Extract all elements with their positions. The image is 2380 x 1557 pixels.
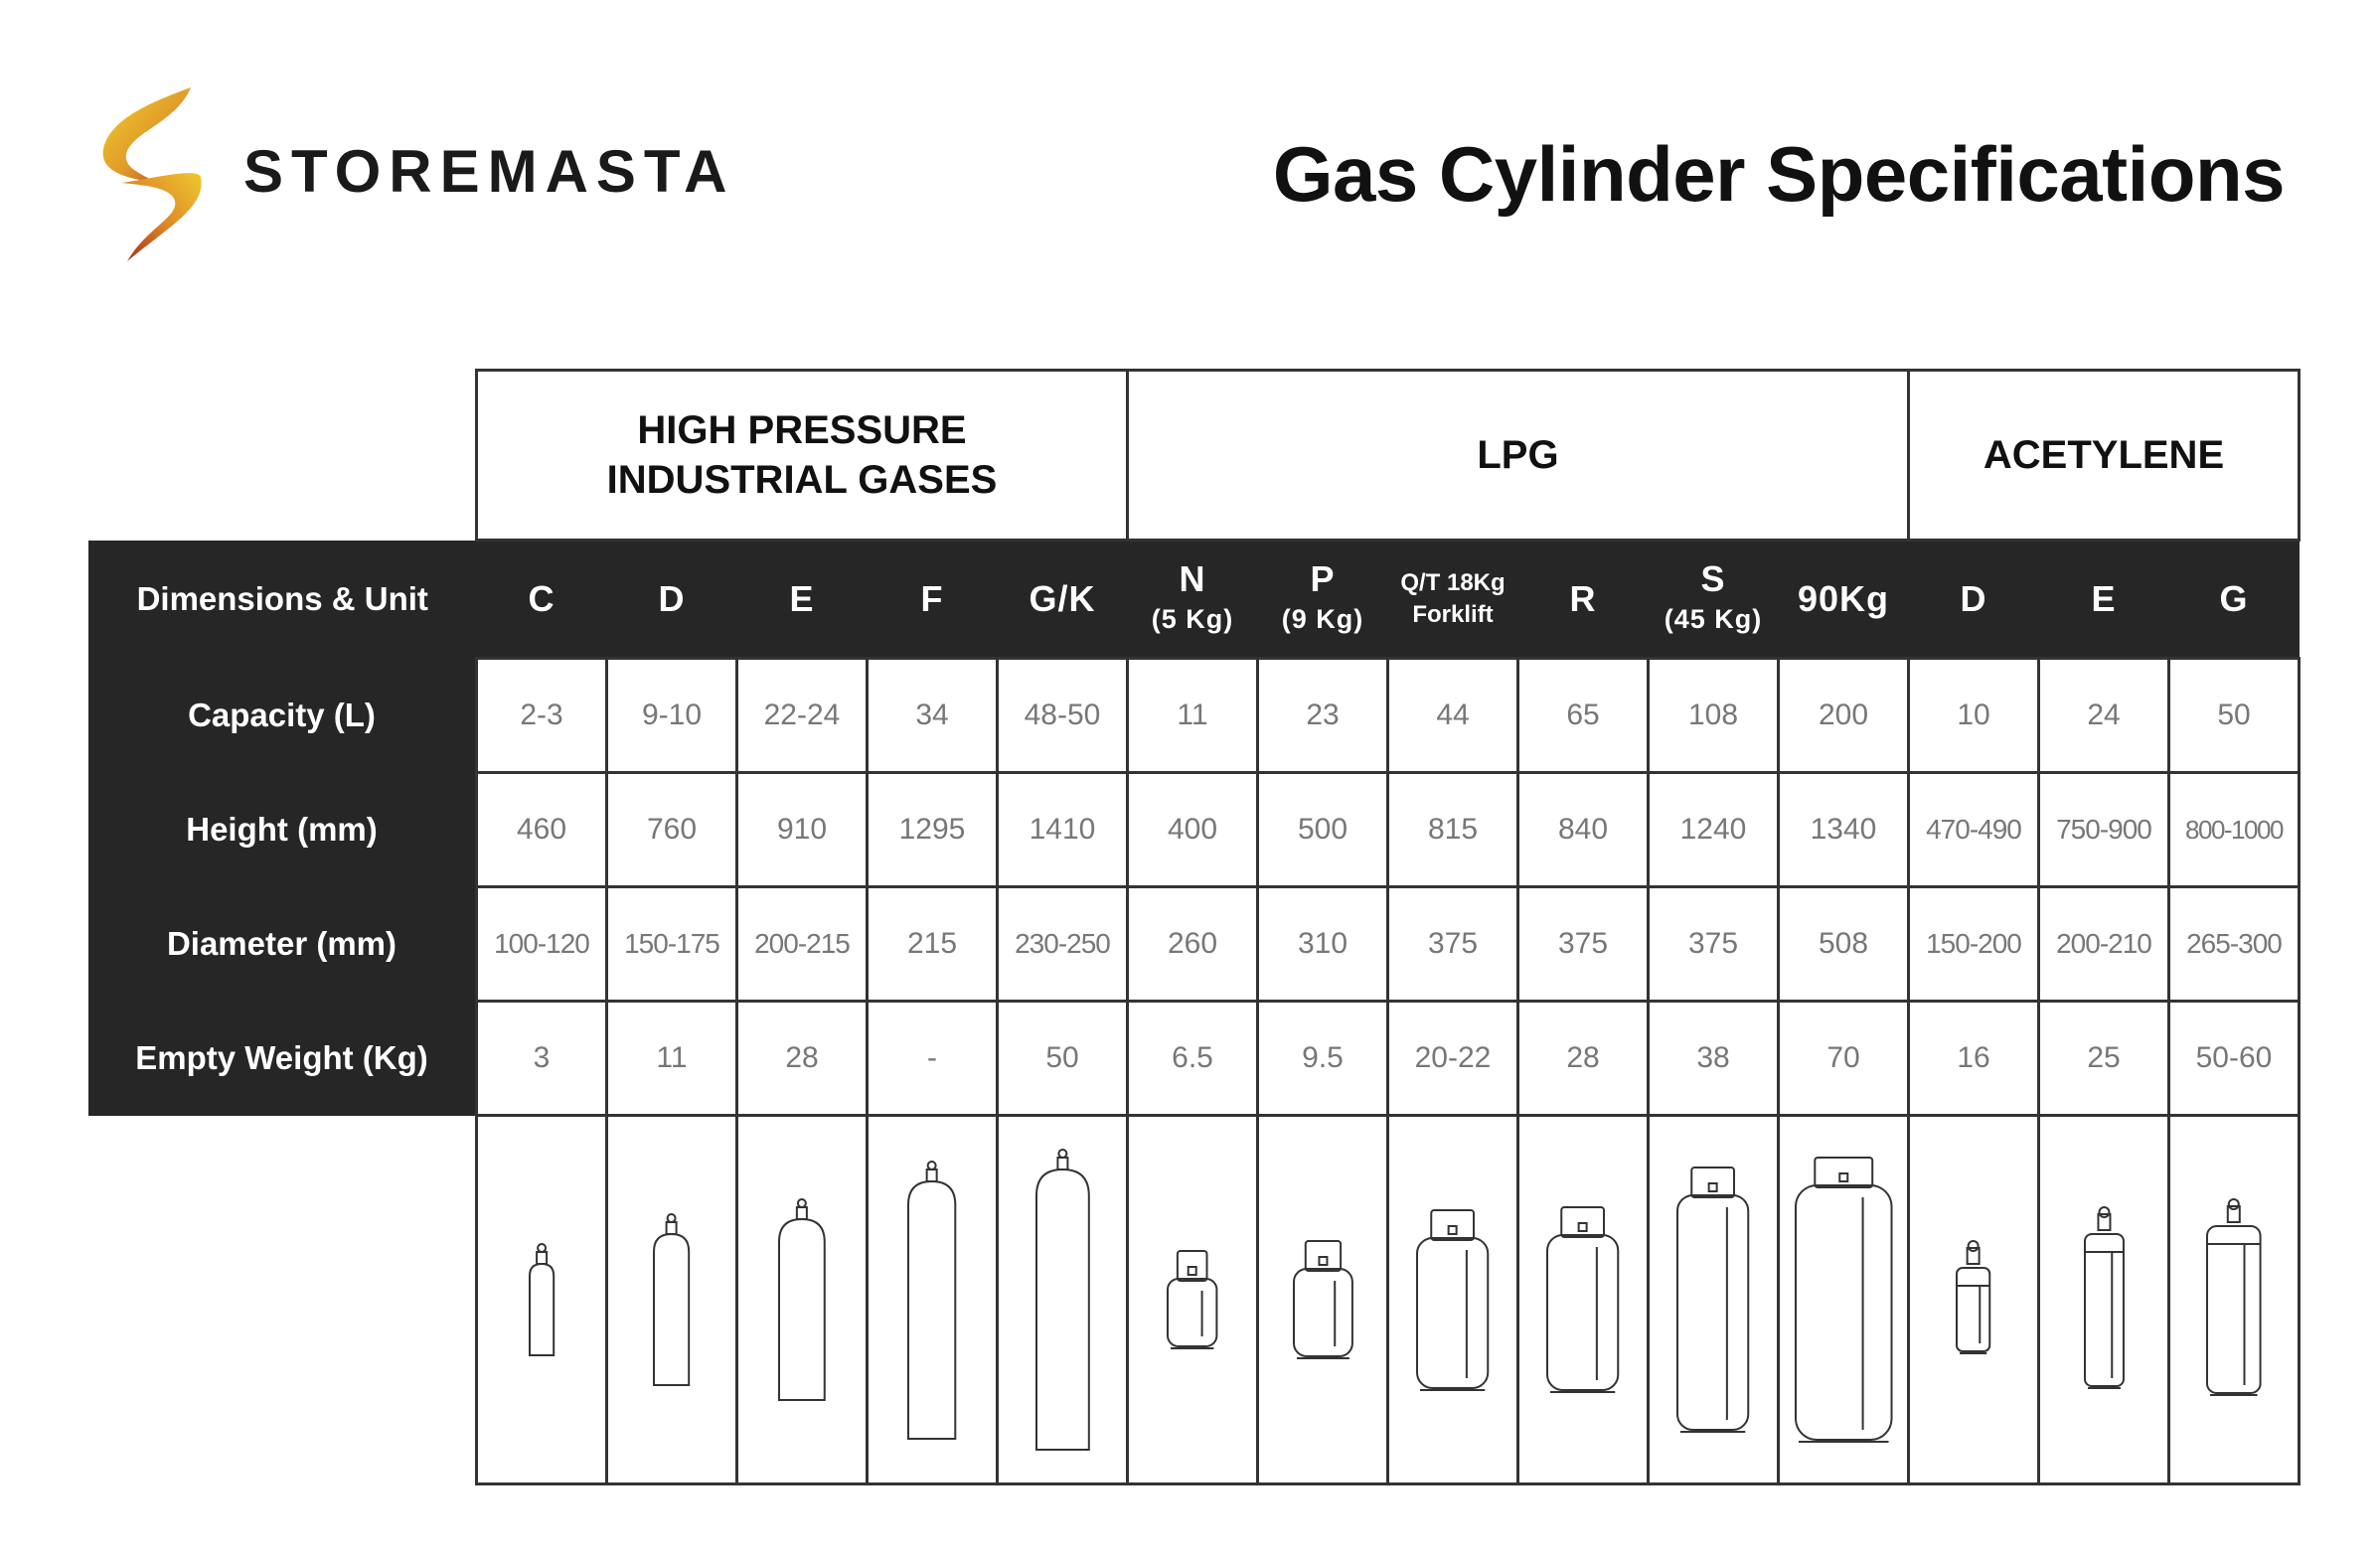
value-cell: 100-120 — [477, 887, 607, 1002]
group-header-1: LPG — [1128, 371, 1909, 541]
value-cell: 815 — [1388, 773, 1518, 887]
value-cell: 50-60 — [2169, 1002, 2300, 1116]
column-name: C — [528, 578, 555, 619]
lpg-cylinder-icon — [1414, 1204, 1491, 1396]
column-header — [1909, 541, 2039, 659]
value-cell: 1340 — [1779, 773, 1909, 887]
value-cell: 215 — [868, 887, 998, 1002]
column-name: E — [2091, 578, 2117, 619]
column-name: G/K — [1029, 578, 1096, 619]
cylinder-cell — [2169, 1116, 2300, 1484]
column-name: G — [2219, 578, 2249, 619]
value-cell: 375 — [1388, 887, 1518, 1002]
cylinder-cell — [1388, 1116, 1518, 1484]
value-cell: 70 — [1779, 1002, 1909, 1116]
value-cell: 500 — [1258, 773, 1388, 887]
value-cell: 470-490 — [1909, 773, 2039, 887]
column-header — [607, 541, 737, 659]
lpg-cylinder-icon — [1291, 1235, 1355, 1364]
cylinder-cell — [998, 1116, 1128, 1484]
lpg-cylinder-icon — [1165, 1245, 1219, 1354]
value-cell: 310 — [1258, 887, 1388, 1002]
tall-cylinder-icon — [651, 1212, 692, 1387]
column-header — [868, 541, 998, 659]
value-cell: 800-1000 — [2169, 773, 2300, 887]
acetylene-cylinder-icon — [1954, 1240, 1992, 1359]
group-header-2: ACETYLENE — [1909, 371, 2300, 541]
value-cell: 23 — [1258, 659, 1388, 773]
column-name: S — [1700, 558, 1726, 599]
column-name: F — [920, 578, 944, 619]
cylinder-cell — [477, 1116, 607, 1484]
value-cell: 20-22 — [1388, 1002, 1518, 1116]
blank-corner — [88, 371, 477, 541]
spec-row — [88, 1002, 2300, 1116]
column-header — [1388, 541, 1518, 659]
cylinder-cell — [1779, 1116, 1909, 1484]
value-cell: 375 — [1518, 887, 1649, 1002]
value-cell: 22-24 — [737, 659, 868, 773]
brand-name: STOREMASTA — [243, 138, 735, 205]
value-cell: 840 — [1518, 773, 1649, 887]
value-cell: 375 — [1649, 887, 1779, 1002]
value-cell: 48-50 — [998, 659, 1128, 773]
column-header — [998, 541, 1128, 659]
flame-s-logo-icon — [99, 87, 211, 261]
spec-table — [88, 369, 2301, 1485]
cylinder-cell — [1258, 1116, 1388, 1484]
value-cell: 3 — [477, 1002, 607, 1116]
value-cell: 750-900 — [2039, 773, 2169, 887]
value-cell: 200-215 — [737, 887, 868, 1002]
row-label: Diameter (mm) — [88, 887, 477, 1002]
value-cell: 1295 — [868, 773, 998, 887]
column-header — [1649, 541, 1779, 659]
value-cell: 10 — [1909, 659, 2039, 773]
column-subtitle: Forklift — [1412, 601, 1494, 628]
column-header — [1258, 541, 1388, 659]
value-cell: 11 — [607, 1002, 737, 1116]
column-header — [1779, 541, 1909, 659]
column-name: D — [658, 578, 686, 619]
value-cell: 50 — [2169, 659, 2300, 773]
row-label: Capacity (L) — [88, 659, 477, 773]
tall-cylinder-icon — [905, 1160, 958, 1441]
column-header — [1518, 541, 1649, 659]
column-name: E — [789, 578, 815, 619]
row-label: Empty Weight (Kg) — [88, 1002, 477, 1116]
column-name: 90Kg — [1797, 578, 1890, 619]
acetylene-cylinder-icon — [2082, 1206, 2127, 1394]
row-header-label: Dimensions & Unit — [88, 541, 477, 659]
value-cell: 460 — [477, 773, 607, 887]
value-cell: 34 — [868, 659, 998, 773]
value-cell: 1240 — [1649, 773, 1779, 887]
lpg-cylinder-icon — [1674, 1162, 1751, 1438]
value-cell: 508 — [1779, 887, 1909, 1002]
column-header — [2039, 541, 2169, 659]
column-subtitle: (9 Kg) — [1281, 604, 1364, 634]
value-cell: - — [868, 1002, 998, 1116]
cylinder-cell — [1649, 1116, 1779, 1484]
value-cell: 65 — [1518, 659, 1649, 773]
value-cell: 25 — [2039, 1002, 2169, 1116]
column-header — [737, 541, 868, 659]
value-cell: 11 — [1128, 659, 1258, 773]
lpg-cylinder-icon — [1793, 1152, 1895, 1448]
tall-cylinder-icon — [527, 1242, 556, 1357]
value-cell: 28 — [737, 1002, 868, 1116]
value-cell: 200-210 — [2039, 887, 2169, 1002]
value-cell: 50 — [998, 1002, 1128, 1116]
column-name: N — [1179, 558, 1206, 599]
blank-cell — [88, 1116, 477, 1484]
value-cell: 44 — [1388, 659, 1518, 773]
value-cell: 760 — [607, 773, 737, 887]
cylinder-cell — [1518, 1116, 1649, 1484]
acetylene-cylinder-icon — [2204, 1198, 2264, 1401]
value-cell: 200 — [1779, 659, 1909, 773]
column-name: R — [1569, 578, 1597, 619]
column-name: Q/T 18Kg — [1400, 569, 1506, 596]
value-cell: 9.5 — [1258, 1002, 1388, 1116]
cylinder-cell — [868, 1116, 998, 1484]
value-cell: 400 — [1128, 773, 1258, 887]
value-cell: 1410 — [998, 773, 1128, 887]
cylinder-cell — [737, 1116, 868, 1484]
value-cell: 6.5 — [1128, 1002, 1258, 1116]
value-cell: 28 — [1518, 1002, 1649, 1116]
group-header-row — [88, 371, 2300, 541]
cylinder-image-row — [88, 1116, 2300, 1484]
spec-row — [88, 659, 2300, 773]
value-cell: 9-10 — [607, 659, 737, 773]
cylinder-cell — [1909, 1116, 2039, 1484]
column-header — [1128, 541, 1258, 659]
spec-row — [88, 887, 2300, 1002]
group-header-0: HIGH PRESSURE INDUSTRIAL GASES — [477, 371, 1128, 541]
cylinder-cell — [1128, 1116, 1258, 1484]
column-name: P — [1310, 558, 1336, 599]
value-cell: 38 — [1649, 1002, 1779, 1116]
tall-cylinder-icon — [1033, 1148, 1092, 1452]
value-cell: 2-3 — [477, 659, 607, 773]
column-header — [477, 541, 607, 659]
value-cell: 910 — [737, 773, 868, 887]
row-label: Height (mm) — [88, 773, 477, 887]
column-subtitle: (5 Kg) — [1151, 604, 1234, 634]
value-cell: 108 — [1649, 659, 1779, 773]
tall-cylinder-icon — [776, 1197, 828, 1402]
column-header — [2169, 541, 2300, 659]
value-cell: 230-250 — [998, 887, 1128, 1002]
cylinder-cell — [2039, 1116, 2169, 1484]
value-cell: 260 — [1128, 887, 1258, 1002]
column-subtitle: (45 Kg) — [1664, 604, 1763, 634]
page-title: Gas Cylinder Specifications — [1272, 130, 2285, 218]
value-cell: 16 — [1909, 1002, 2039, 1116]
value-cell: 150-200 — [1909, 887, 2039, 1002]
column-header-row — [88, 541, 2300, 659]
value-cell: 150-175 — [607, 887, 737, 1002]
value-cell: 265-300 — [2169, 887, 2300, 1002]
lpg-cylinder-icon — [1544, 1201, 1621, 1398]
value-cell: 24 — [2039, 659, 2169, 773]
spec-row — [88, 773, 2300, 887]
column-name: D — [1960, 578, 1987, 619]
cylinder-cell — [607, 1116, 737, 1484]
